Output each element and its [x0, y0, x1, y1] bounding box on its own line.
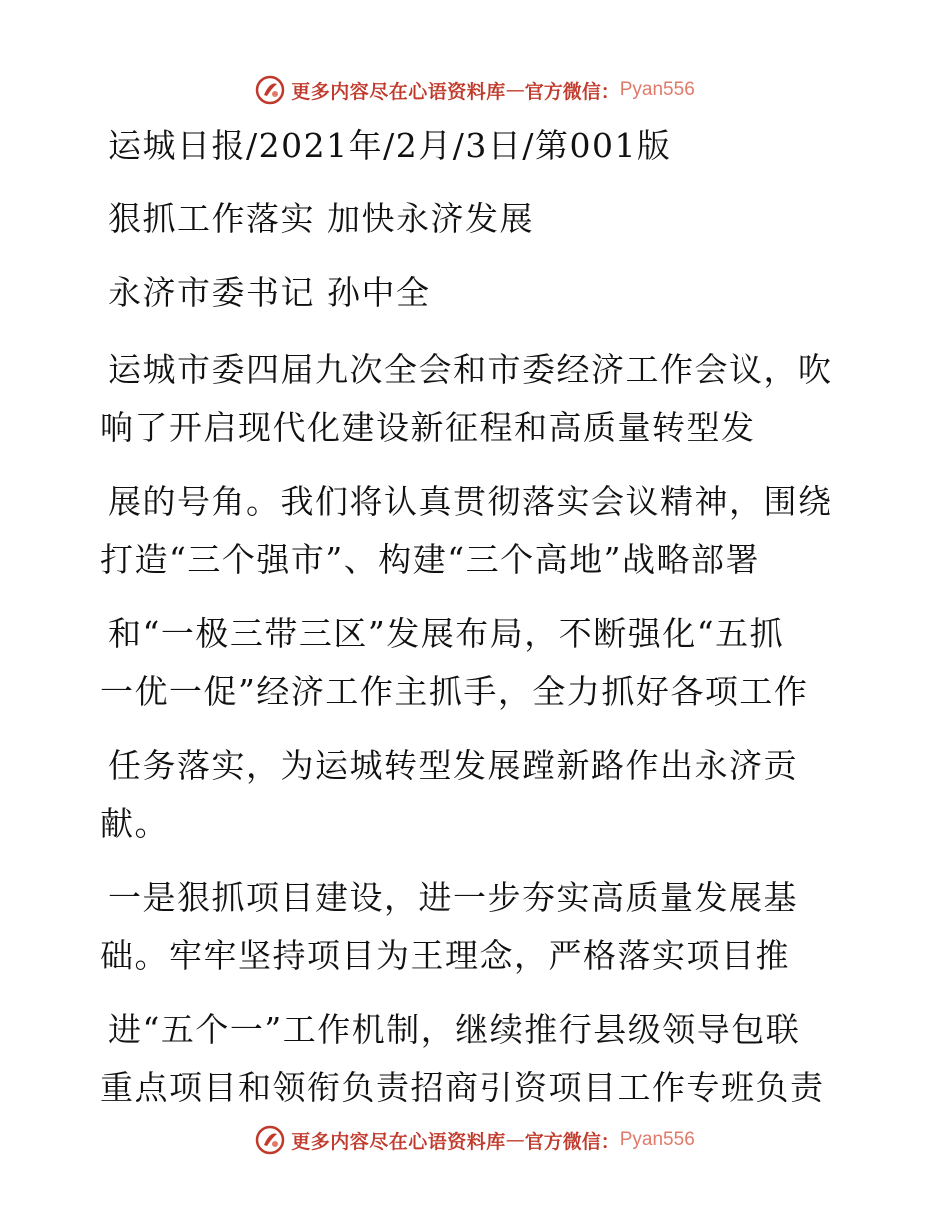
- paragraph-line: 一优一促”经济工作主抓手，全力抓好各项工作: [100, 672, 809, 711]
- paragraph-line: 重点项目和领衔负责招商引资项目工作专班负责: [100, 1068, 825, 1107]
- watermark-text: 更多内容尽在心语资料库: [291, 80, 506, 103]
- watermark-wechat-label: 官方微信：: [524, 80, 620, 103]
- watermark-banner-bottom: [0, 1122, 950, 1158]
- logo-icon: [255, 75, 285, 105]
- source-line: 运城日报/2021年/2月/3日/第001版: [108, 126, 672, 165]
- article-author: 永济市委书记 孙中全: [108, 273, 431, 312]
- article-title: 狠抓工作落实 加快永济发展: [108, 199, 534, 238]
- paragraph-line: 运城市委四届九次全会和市委经济工作会议，吹: [108, 350, 833, 389]
- watermark-wechat-id: Pyan556: [619, 79, 695, 100]
- watermark-separator: —: [505, 1129, 525, 1151]
- paragraph-line: 打造“三个强市”、构建“三个高地”战略部署: [100, 540, 760, 579]
- watermark-banner-top: [0, 72, 950, 108]
- paragraph-line: 和“一极三带三区”发展布局，不断强化“五抓: [108, 614, 785, 653]
- logo-icon: [255, 1125, 285, 1155]
- watermark-wechat-label: 官方微信：: [524, 1130, 620, 1153]
- paragraph-line: 任务落实，为运城转型发展蹚新路作出永济贡: [108, 746, 798, 785]
- paragraph-line: 献。: [100, 804, 169, 843]
- paragraph-line: 响了开启现代化建设新征程和高质量转型发: [100, 408, 756, 447]
- watermark-separator: —: [505, 79, 525, 101]
- paragraph-line: 展的号角。我们将认真贯彻落实会议精神，围绕: [108, 482, 833, 521]
- paragraph-line: 础。牢牢坚持项目为王理念，严格落实项目推: [100, 936, 790, 975]
- watermark-text: 更多内容尽在心语资料库: [291, 1130, 506, 1153]
- paragraph-line: 进“五个一”工作机制，继续推行县级领导包联: [108, 1010, 801, 1049]
- paragraph-line: 一是狠抓项目建设，进一步夯实高质量发展基: [108, 878, 798, 917]
- watermark-wechat-id: Pyan556: [619, 1129, 695, 1150]
